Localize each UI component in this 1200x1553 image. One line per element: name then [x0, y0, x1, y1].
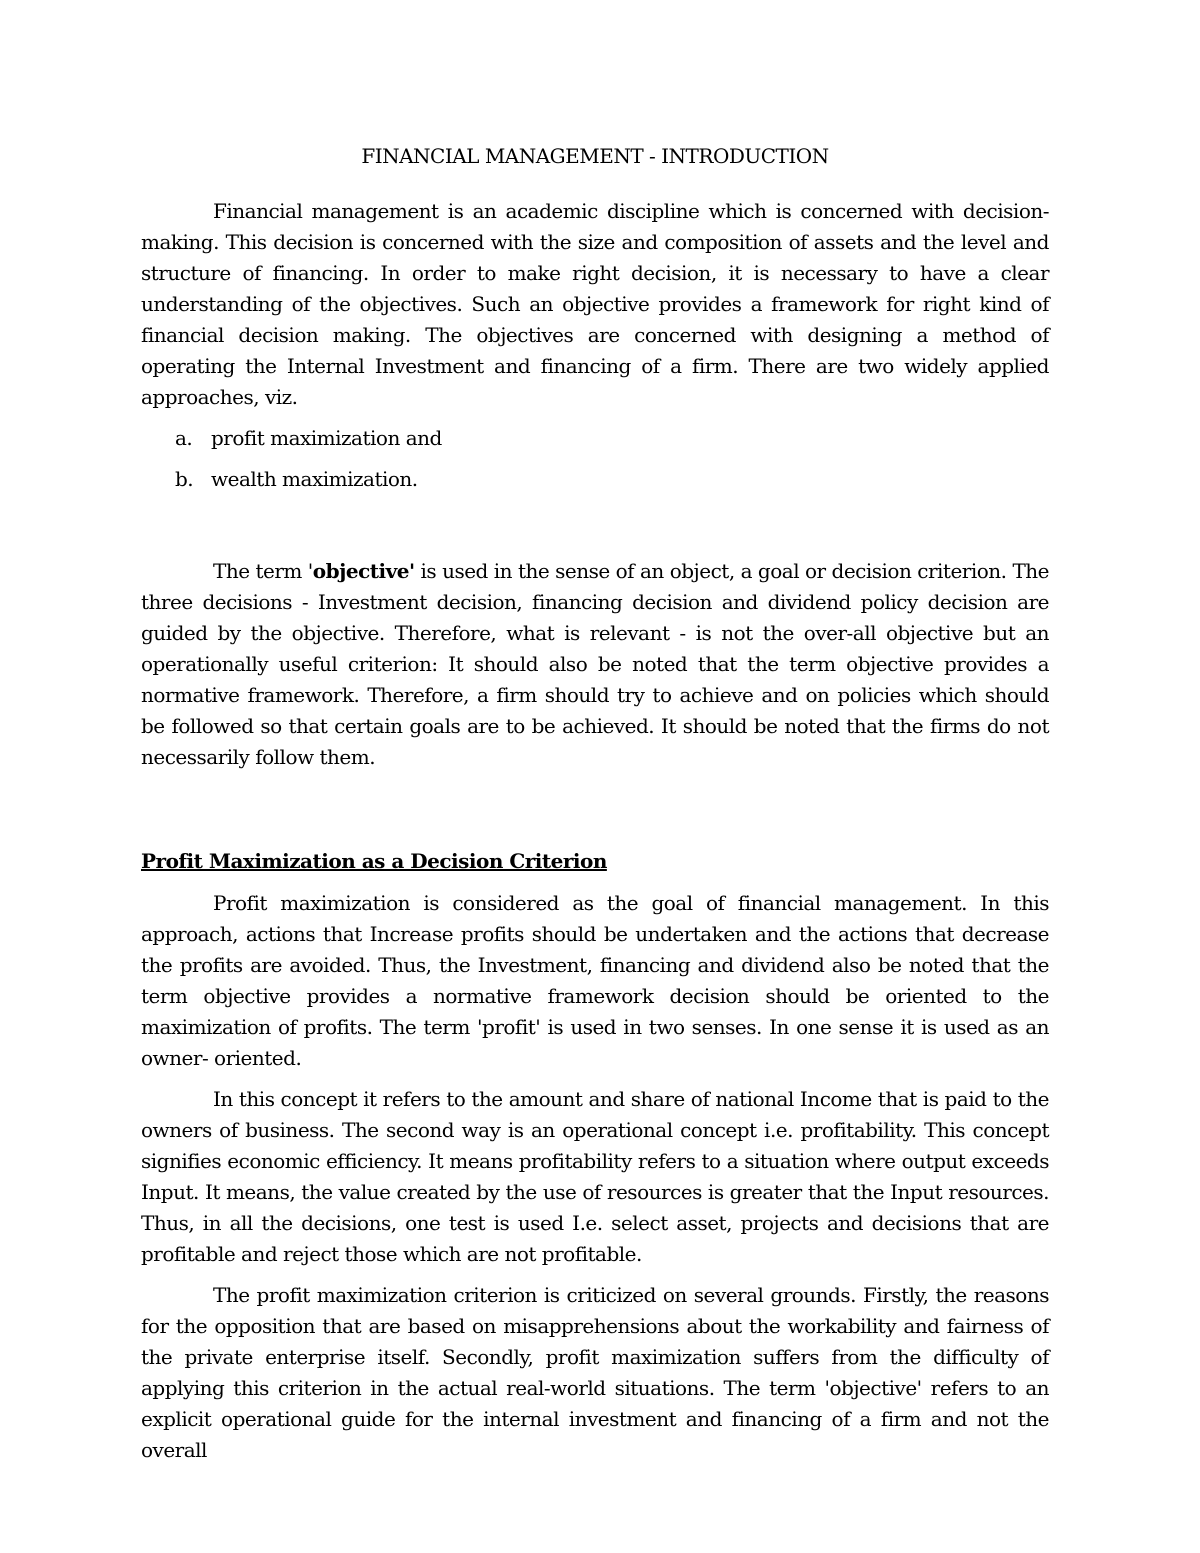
objective-text-before: The term ' [213, 559, 313, 583]
objective-term-bold: objective' [312, 559, 415, 583]
section-paragraph-1: Profit maximization is considered as the goal of financial management. In this approach, actions that Increase profits should be undertaken and the actions that decrease the profits are avoided. Thus, the Investment, financing and dividend also be noted that the term objective provides a normative framework decision should be oriented to the maximization of profits. The term 'profit' is used in two senses. In one sense it is used as an owner- oriented. [141, 891, 1049, 1070]
list-marker: b. [175, 467, 194, 491]
spacer [141, 773, 1049, 846]
list-marker: a. [175, 426, 193, 450]
list-item [141, 423, 1049, 454]
objective-text-after: is used in the sense of an object, a goal or decision criterion. The three decisions - Investment decision, financing decision and dividend policy decision are guided by the objective. Therefore, what is relevant - is not the over-all objective but an operationally useful criterion: It should also be noted that the term objective provides a normative framework. Therefore, a firm should try to achieve and on policies which should be followed so that certain goals are to be achieved. It should be noted that the firms do not necessarily follow them. [141, 559, 1049, 769]
list-item [141, 464, 1049, 495]
list-item-text: profit maximization and [211, 426, 442, 450]
section-paragraph-2: In this concept it refers to the amount and share of national Income that is paid to the owners of business. The second way is an operational concept i.e. profitability. This concept signifies economic efficiency. It means profitability refers to a situation where output exceeds Input. It means, the value created by the use of resources is greater that the Input resources. Thus, in all the decisions, one test is used I.e. select asset, projects and decisions that are profitable and reject those which are not profitable. [141, 1087, 1049, 1266]
objective-paragraph [141, 556, 1049, 773]
intro-paragraph: Financial management is an academic discipline which is concerned with decision-making. This decision is concerned with the size and composition of assets and the level and structure of financing. In order to make right decision, it is necessary to have a clear understanding of the objectives. Such an objective provides a framework for right kind of financial decision making. The objectives are concerned with designing a method of operating the Internal Investment and financing of a firm. There are two widely applied approaches, viz. [141, 199, 1049, 409]
document-title: FINANCIAL MANAGEMENT - INTRODUCTION [361, 144, 829, 168]
approaches-list [141, 423, 1049, 495]
spacer [141, 505, 1049, 556]
document-body [141, 141, 1049, 1466]
list-item-text: wealth maximization. [211, 467, 418, 491]
section-heading: Profit Maximization as a Decision Criterion [141, 849, 607, 873]
section-paragraph-3: The profit maximization criterion is criticized on several grounds. Firstly, the reasons for the opposition that are based on misapprehensions about the workability and fairness of the private enterprise itself. Secondly, profit maximization suffers from the difficulty of applying this criterion in the actual real-world situations. The term 'objective' refers to an explicit operational guide for the internal investment and financing of a firm and not the overall [141, 1283, 1049, 1462]
